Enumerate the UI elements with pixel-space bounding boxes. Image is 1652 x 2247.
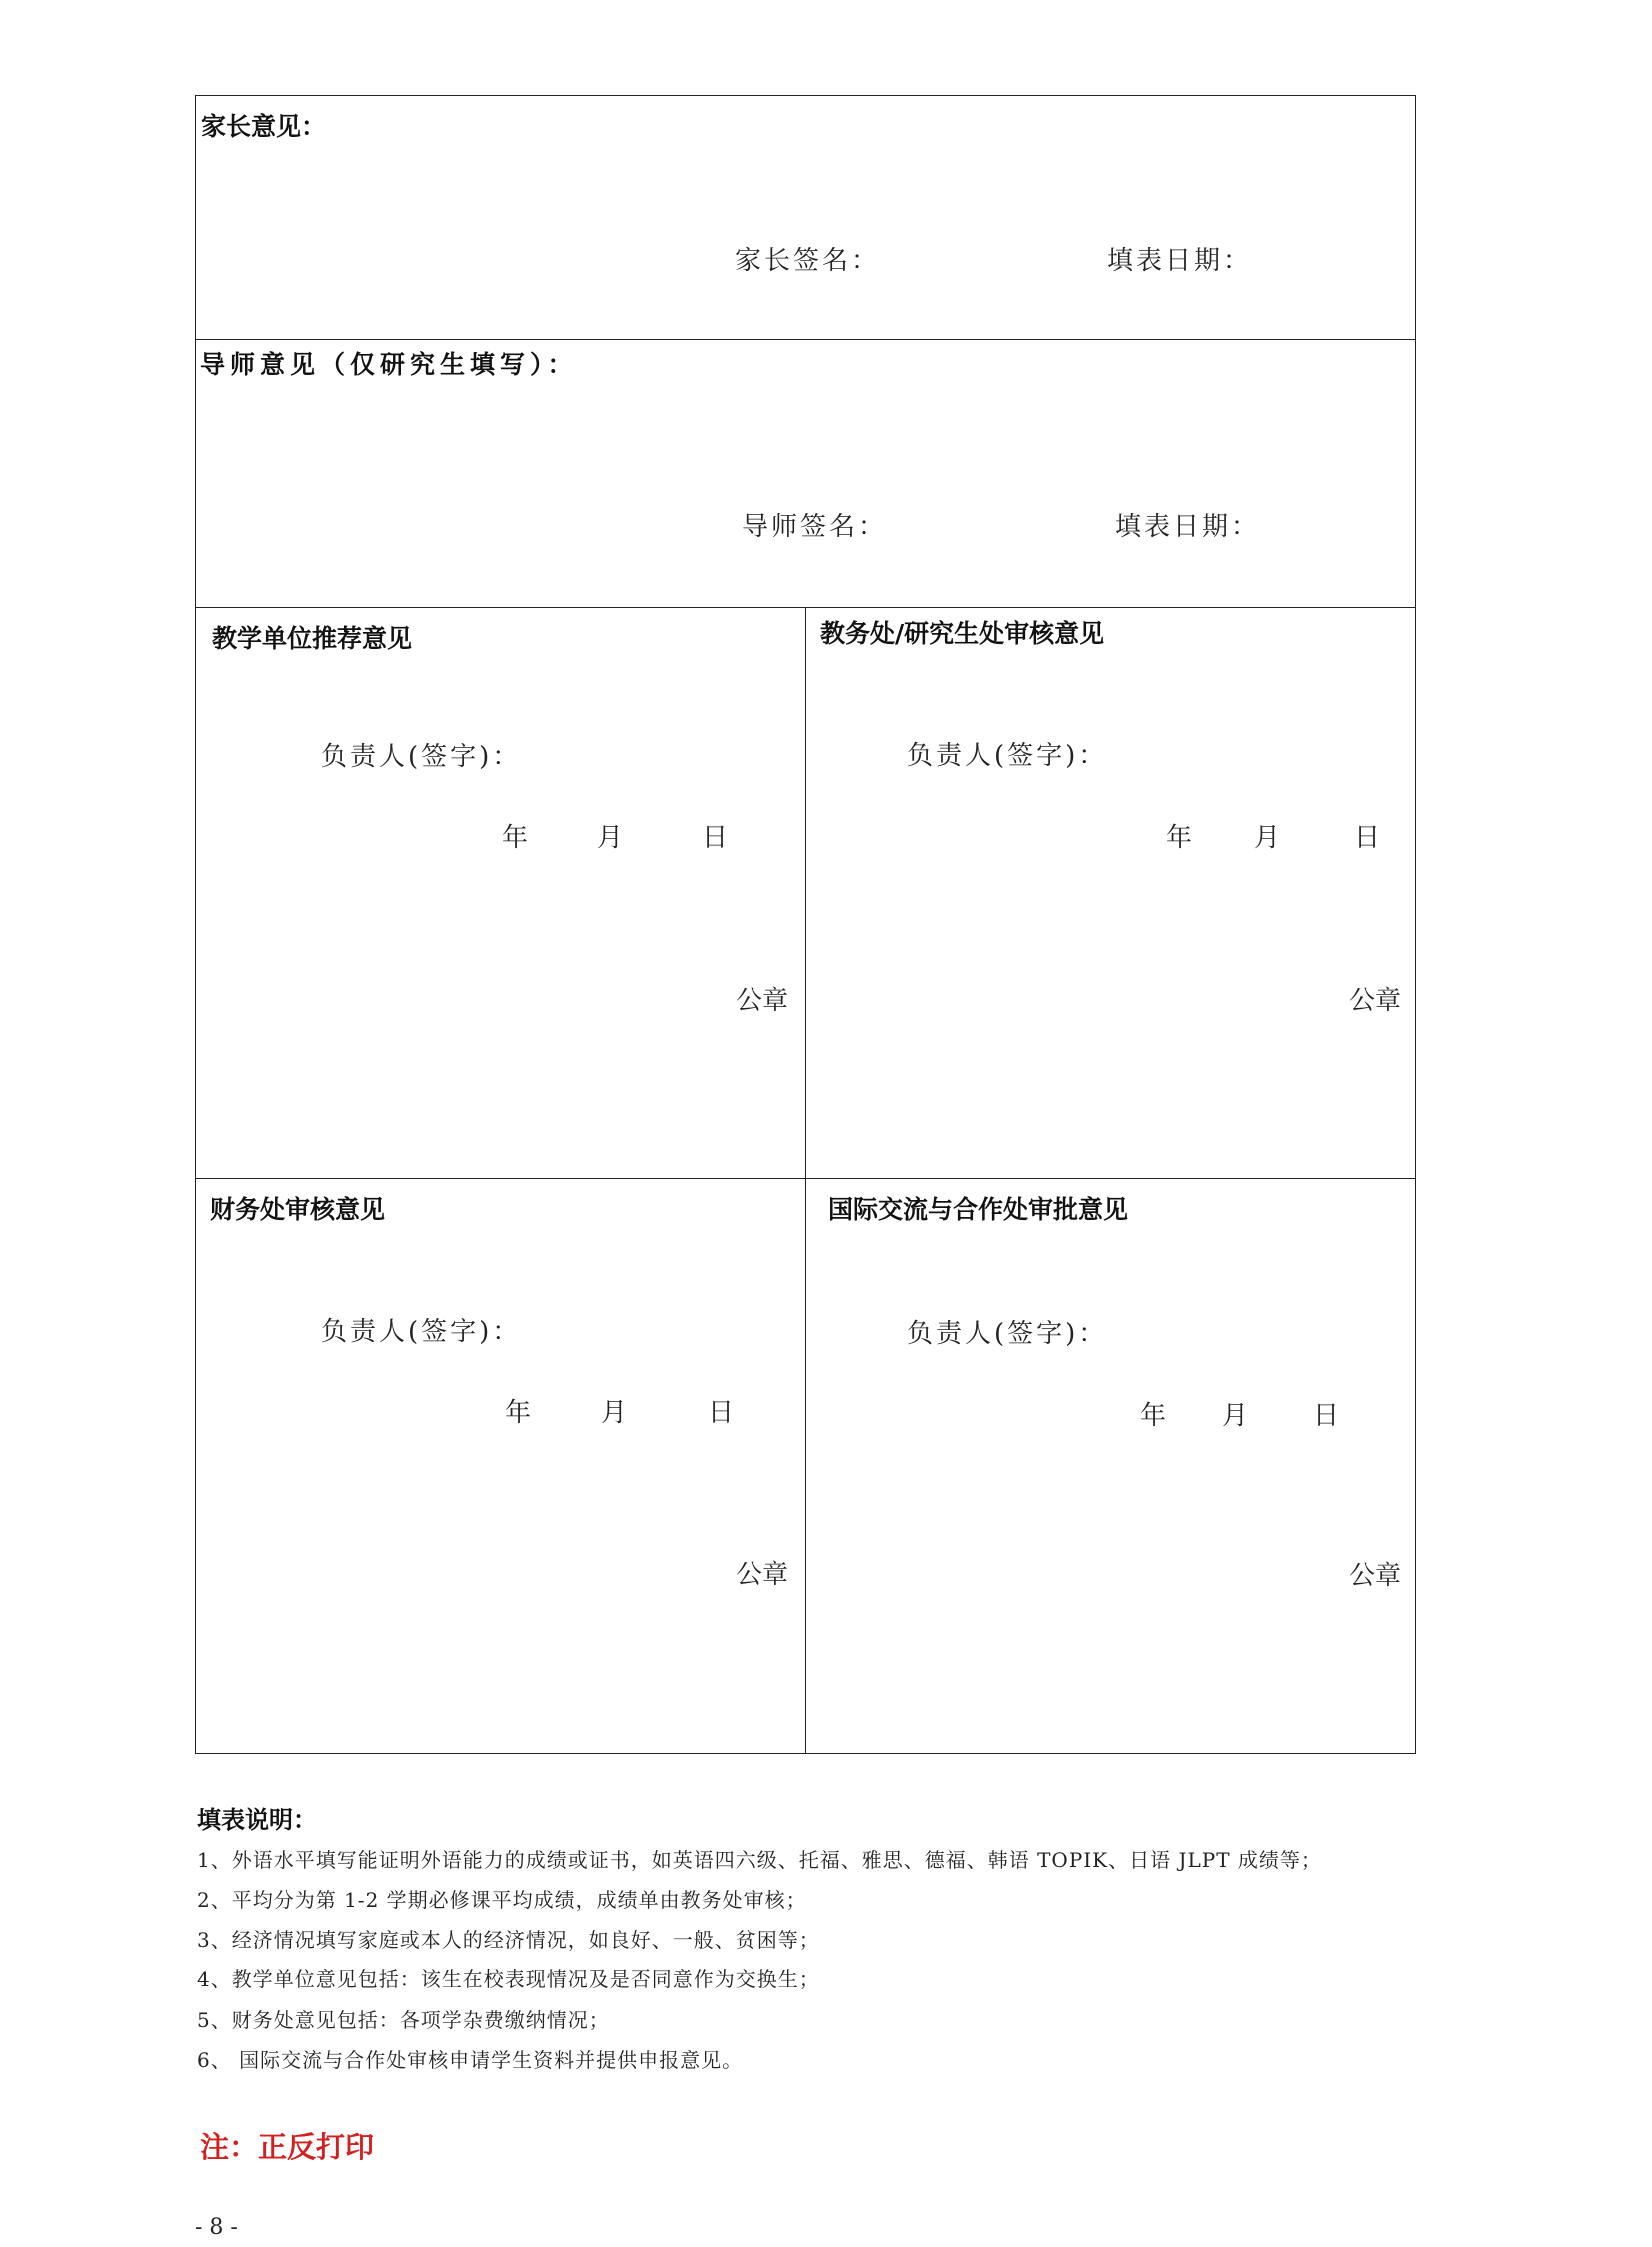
finance-day: 日 bbox=[708, 1398, 735, 1428]
instruction-item: 1、外语水平填写能证明外语能力的成绩或证书，如英语四六级、托福、雅思、德福、韩语 TOPIK、日语 JLPT 成绩等； bbox=[197, 1848, 1322, 1872]
academic-affairs-seal: 公章 bbox=[1349, 986, 1402, 1016]
advisor-opinion-heading: 导师意见（仅研究生填写）： bbox=[200, 350, 578, 379]
instruction-item: 2、平均分为第 1-2 学期必修课平均成绩，成绩单由教务处审核； bbox=[197, 1888, 807, 1912]
academic-affairs-year: 年 bbox=[1166, 823, 1193, 853]
teaching-unit-month: 月 bbox=[597, 823, 624, 853]
finance-year: 年 bbox=[505, 1398, 532, 1428]
divider-parent-advisor bbox=[195, 339, 1416, 340]
teaching-unit-seal: 公章 bbox=[736, 986, 789, 1016]
academic-affairs-heading: 教务处/研究生处审核意见 bbox=[820, 619, 1105, 648]
parent-signature-label: 家长签名： bbox=[735, 246, 881, 276]
teaching-unit-year: 年 bbox=[502, 823, 529, 853]
international-heading: 国际交流与合作处审批意见 bbox=[828, 1195, 1129, 1224]
instructions-title: 填表说明： bbox=[197, 1806, 317, 1834]
finance-heading: 财务处审核意见 bbox=[210, 1195, 386, 1224]
teaching-unit-heading: 教学单位推荐意见 bbox=[212, 624, 413, 653]
divider-approval-columns bbox=[805, 607, 806, 1754]
teaching-unit-signature-label: 负责人(签字)： bbox=[321, 742, 522, 772]
teaching-unit-day: 日 bbox=[702, 823, 729, 853]
parent-opinion-heading: 家长意见： bbox=[201, 112, 327, 141]
finance-seal: 公章 bbox=[736, 1560, 789, 1590]
print-note: 注：正反打印 bbox=[200, 2130, 375, 2164]
academic-affairs-signature-label: 负责人(签字)： bbox=[907, 741, 1108, 771]
international-signature-label: 负责人(签字)： bbox=[907, 1319, 1108, 1349]
instruction-item: 5、财务处意见包括：各项学杂费缴纳情况； bbox=[197, 2008, 610, 2032]
international-seal: 公章 bbox=[1349, 1561, 1402, 1591]
page-number: - 8 - bbox=[195, 2215, 238, 2240]
advisor-date-label: 填表日期： bbox=[1115, 512, 1261, 542]
parent-date-label: 填表日期： bbox=[1107, 246, 1253, 276]
international-month: 月 bbox=[1222, 1401, 1249, 1431]
finance-month: 月 bbox=[601, 1398, 628, 1428]
finance-signature-label: 负责人(签字)： bbox=[321, 1317, 522, 1347]
instruction-item: 6、 国际交流与合作处审核申请学生资料并提供申报意见。 bbox=[197, 2048, 744, 2072]
academic-affairs-month: 月 bbox=[1254, 823, 1281, 853]
international-year: 年 bbox=[1140, 1401, 1167, 1431]
instruction-item: 4、教学单位意见包括：该生在校表现情况及是否同意作为交换生； bbox=[197, 1967, 820, 1991]
academic-affairs-day: 日 bbox=[1354, 823, 1381, 853]
instruction-item: 3、经济情况填写家庭或本人的经济情况，如良好、一般、贫困等； bbox=[197, 1928, 820, 1952]
advisor-signature-label: 导师签名： bbox=[742, 512, 888, 542]
international-day: 日 bbox=[1313, 1401, 1340, 1431]
